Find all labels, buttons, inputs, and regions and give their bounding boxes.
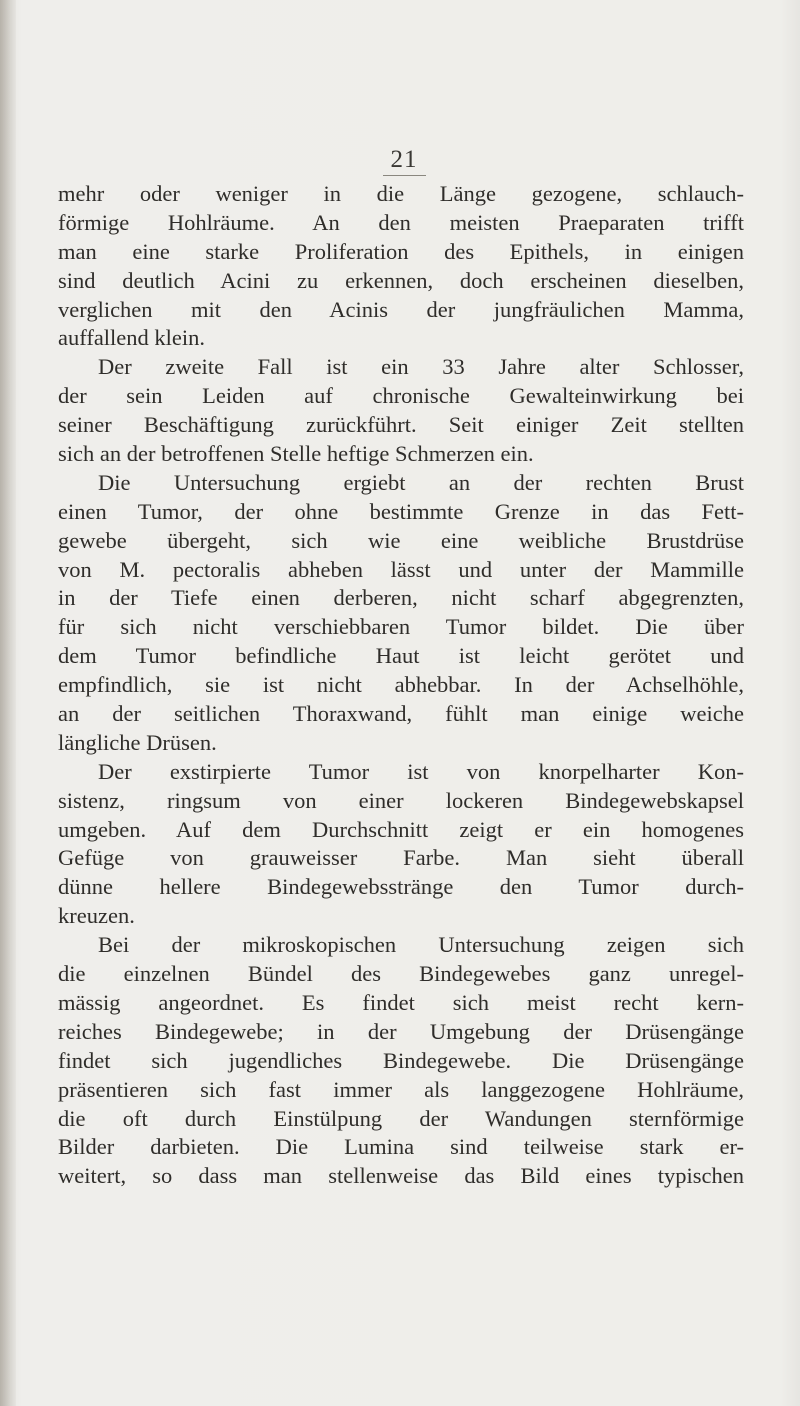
text-line: Die Untersuchung ergiebt an der rechten Brust: [98, 469, 744, 495]
text-line: verglichen mit den Acinis der jungfräulichen Mamma,: [58, 296, 744, 322]
text-line: auffallend klein.: [58, 325, 206, 351]
paragraph: [58, 469, 744, 758]
text-line: man eine starke Proliferation des Epithels, in einigen: [58, 238, 744, 264]
text-line: findet sich jugendliches Bindegewebe. Die Drüsengänge: [58, 1047, 744, 1073]
text-line: die einzelnen Bündel des Bindegewebes ganz unregel-: [58, 961, 744, 987]
text-line: mehr oder weniger in die Länge gezogene, schlauch-: [58, 181, 744, 206]
text-line: empfindlich, sie ist nicht abhebbar. In der Achselhöhle,: [58, 672, 744, 698]
paragraph: [58, 353, 744, 469]
text-line: an der seitlichen Thoraxwand, fühlt man einige weiche: [58, 701, 744, 727]
text-line: weitert, so dass man stellenweise das Bild eines typischen: [58, 1163, 744, 1189]
text-line: sich an der betroffenen Stelle heftige Schmerzen ein.: [58, 441, 534, 467]
text-line: für sich nicht verschiebbaren Tumor bildet. Die über: [58, 614, 744, 640]
text-line: einen Tumor, der ohne bestimmte Grenze in das Fett-: [58, 498, 744, 524]
text-line: Der exstirpierte Tumor ist von knorpelharter Kon-: [98, 758, 744, 784]
text-line: mässig angeordnet. Es findet sich meist recht kern-: [58, 989, 744, 1015]
text-line: präsentieren sich fast immer als langgezogene Hohlräume,: [58, 1076, 744, 1102]
text-line: förmige Hohlräume. An den meisten Praeparaten trifft: [58, 209, 744, 235]
text-line: gewebe übergeht, sich wie eine weibliche Brustdrüse: [58, 527, 744, 553]
body-text: [58, 180, 744, 1191]
text-line: sistenz, ringsum von einer lockeren Bindegewebskapsel: [58, 787, 744, 813]
text-line: Bilder darbieten. Die Lumina sind teilweise stark er-: [58, 1134, 744, 1160]
page-number: [0, 146, 800, 176]
text-line: sind deutlich Acini zu erkennen, doch erscheinen dieselben,: [58, 267, 744, 293]
text-line: längliche Drüsen.: [58, 729, 217, 755]
text-line: kreuzen.: [58, 903, 135, 929]
text-line: die oft durch Einstülpung der Wandungen sternförmige: [58, 1105, 744, 1131]
text-line: Der zweite Fall ist ein 33 Jahre alter Schlosser,: [98, 354, 744, 380]
page-number-label: 21: [383, 146, 426, 176]
text-line: Bei der mikroskopischen Untersuchung zeigen sich: [98, 932, 744, 958]
text-line: umgeben. Auf dem Durchschnitt zeigt er ein homogenes: [58, 816, 744, 842]
text-line: seiner Beschäftigung zurückführt. Seit einiger Zeit stellten: [58, 412, 744, 438]
paragraph: [58, 180, 744, 353]
paragraph: [58, 931, 744, 1191]
text-line: in der Tiefe einen derberen, nicht scharf abgegrenzten,: [58, 585, 744, 611]
text-line: dem Tumor befindliche Haut ist leicht gerötet und: [58, 643, 744, 669]
text-line: der sein Leiden auf chronische Gewalteinwirkung bei: [58, 383, 744, 409]
text-line: von M. pectoralis abheben lässt und unter der Mammille: [58, 556, 744, 582]
text-line: dünne hellere Bindegewebsstränge den Tumor durch-: [58, 874, 744, 900]
paragraph: [58, 758, 744, 931]
text-line: Gefüge von grauweisser Farbe. Man sieht überall: [58, 845, 744, 871]
text-line: reiches Bindegewebe; in der Umgebung der Drüsengänge: [58, 1018, 744, 1044]
page-gutter-shadow: [0, 0, 16, 1406]
